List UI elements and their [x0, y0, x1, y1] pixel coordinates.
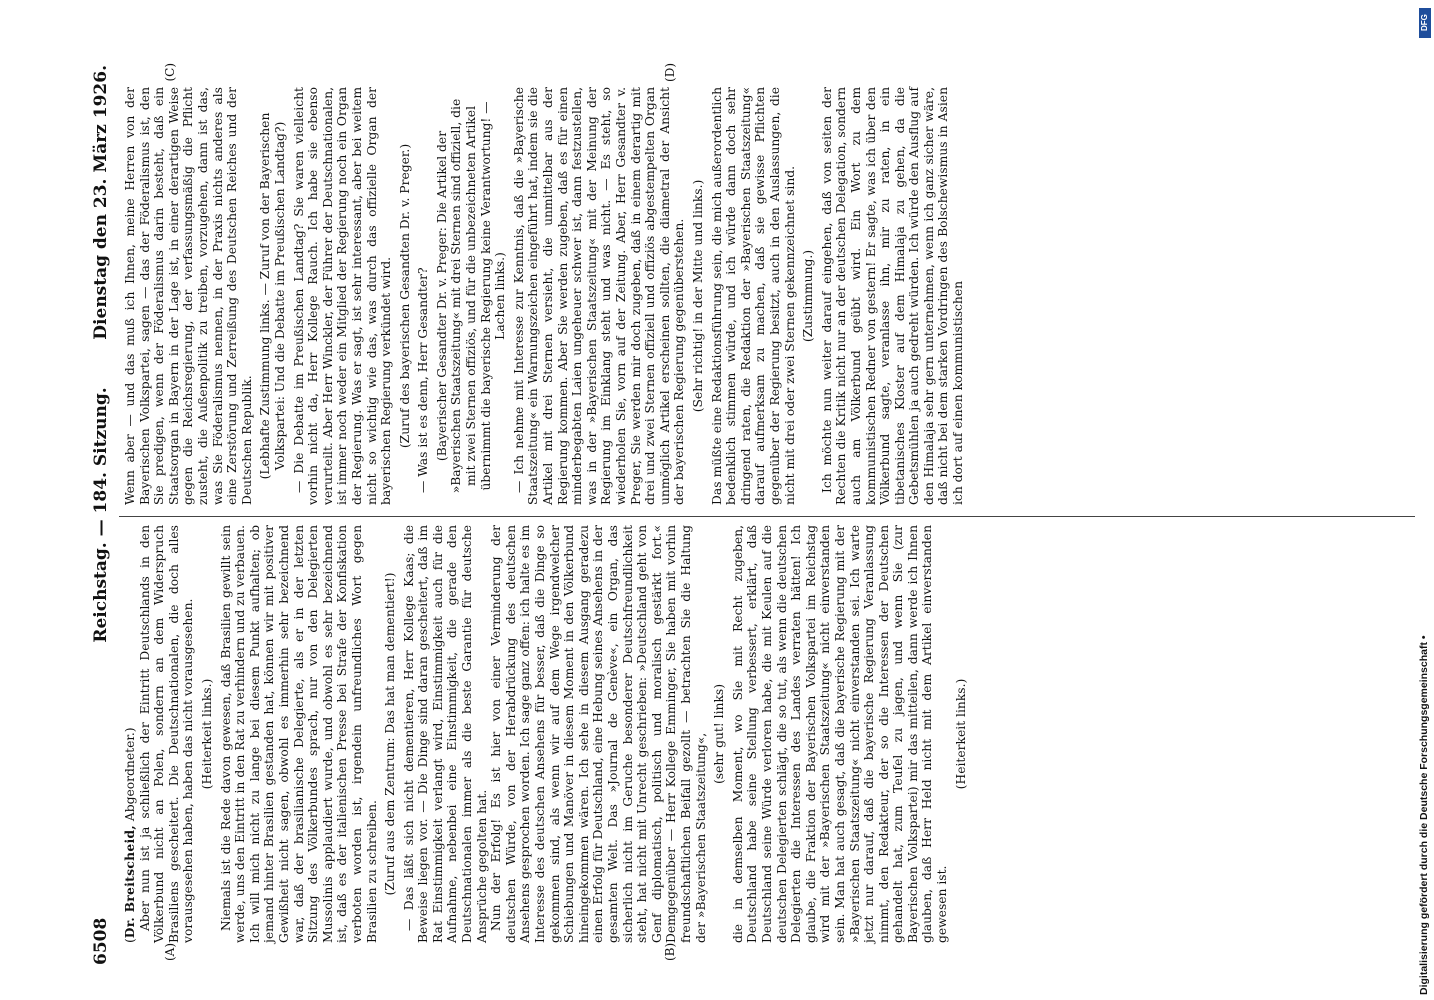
interjection: (sehr gut! links)	[712, 683, 727, 785]
margin-marker-d: (D)	[663, 63, 677, 82]
paragraph: Das müßte eine Redaktionsführung sein, die mich außerordentlich bedenklich stimmen würde, und ich würde dann doch sehr dringend raten, die Redaktion der »Bayerischen Staatszeitung« darauf aufmerksam zu machen, daß sie gewisse Pflichten gegenüber der Regierung besitzt, auch in den Auslassungen, die nicht mit drei oder zwei Sternen gekennzeichnet sind.	[709, 87, 797, 505]
paragraph: Nun der Erfolg! Es ist hier von einer Verminderung der deutschen Würde, von der Herabdrückung des deutschen Ansehens gesprochen worden. Ich sage ganz offen: ich halte es im Interesse des deutschen Ansehens für besser, daß die Dinge so gekommen sind, als wenn wir auf dem Wege irgendwelcher Schiebungen und Manöver in diesem Moment in den Völkerbund hineingekommen wären. Ich sehe in diesem Ausgang geradezu einen Erfolg für Deutschland, eine Hebung seines Ansehens in der gesamten Welt. Das »Journal de Genève«, ein Organ, das sicherlich nicht im Geruche besonderer Deutschfreundlichkeit steht, hat nicht mit Unrecht geschrieben: »Deutschland geht von Genf diplomatisch, politisch und moralisch gestärkt fort.« Demgegenüber — Herr Kollege Emminger, Sie haben mit vorhin freundschaftlichen Beifall gezollt — betrachten Sie die Haltung der »Bayerischen Staatszeitung«,	[489, 525, 708, 943]
speaker-line: (Dr. Breitscheid, Abgeordneter.)	[122, 727, 137, 943]
speaker-role: Abgeordneter.)	[123, 727, 137, 826]
left-column	[122, 525, 972, 961]
interjection: (Bayerischer Gesandter Dr. v. Preger: Die Artikel der »Bayerischen Staatszeitung« mit drei Sternen sind offiziell, die mit zwei Sternen offiziös, und für die unbezeichneten Artikel übernimmt die bayerische Regierung keine Verantwortung! — Lachen links.)	[434, 98, 508, 494]
paragraph: — Das läßt sich nicht dementieren, Herr Kollege Kaas; die Beweise liegen vor. — Die Dinge sind daran gescheitert, daß im Rat Einstimmigkeit verlangt wird, Einstimmigkeit auch für die Aufnahme, nebenbei eine Einstimmigkeit, die gerade den Deutschnationalen immer als die beste Garantie für deutsche Ansprüche gegolten hat.	[401, 525, 489, 943]
paragraph: — Die Debatte im Preußischen Landtag? Sie waren vielleicht vorhin nicht da, Herr Kollege Rauch. Ich habe sie ebenso verurteilt. Aber Herr Winckler, der Führer der Deutschnationalen, ist immer noch weder ein Mitglied der Regierung noch ein Organ der Regierung. Was er sagt, ist sehr interessant, aber bei weitem nicht so wichtig wie das, was durch das offizielle Organ der bayerischen Regierung verkündet wird.	[291, 87, 394, 505]
paragraph: Ich möchte nun weiter darauf eingehen, daß von seiten der Rechten die Kritik nicht nur an der deutschen Delegation, sondern auch am Völkerbund geübt wird. Ein Wort zu dem kommunistischen Redner von gestern! Er sagte, was ich über den Völkerbund sagte, veranlasse ihn, mir zu raten, in ein tibetanisches Kloster auf dem Himalaja zu gehen, da die Gebetsmühlen ja auch gedreht würden. Ich würde den Ausflug auf den Himalaja sehr gern unternehmen, wenn ich ganz sicher wäre, daß nicht bei dem starken Vordringen des Bolschewismus in Asien ich dort auf einen kommunistischen	[819, 87, 966, 505]
column-divider	[119, 516, 1415, 517]
session-date: Dienstag den 23. März 1926.	[91, 65, 111, 340]
paragraph: Wenn aber — und das muß ich Ihnen, meine Herren von der Bayerischen Volkspartei, sagen — das der Föderalismus ist, den Sie predigen, wenn der Föderalismus darin besteht, daß ein Staatsorgan in Bayern in der Lage ist, in einer derartigen Weise gegen die Reichsregierung, der verfassungsmäßig die Pflicht zusteht, die Außenpolitik zu treiben, vorzugehen, dann ist das, was Sie Föderalismus nennen, in der Praxis nichts anderes als eine Zerstörung und Zerreißung des Deutschen Reiches und der Deutschen Republik.	[123, 87, 254, 505]
page-header	[85, 65, 119, 965]
interjection: (Heiterkeit links.)	[953, 678, 968, 790]
speaker-name: Dr. Breitscheid,	[122, 825, 137, 939]
paragraph: Aber nun ist ja schließlich der Eintritt Deutschlands in den Völkerbund nicht an Polen, sondern an dem Widerspruch Brasiliens gescheitert. Die Deutschnationalen, die doch alles vorausgesehen haben, haben das nicht vorausgesehen.	[137, 525, 196, 943]
interjection: (Sehr richtig! in der Mitte und links.)	[690, 179, 705, 413]
interjection: (Zuruf des bayerischen Gesandten Dr. v. Preger.)	[397, 143, 412, 449]
rotated-page	[85, 65, 1415, 965]
paragraph: — Was ist es denn, Herr Gesandter?	[416, 267, 431, 493]
dfg-logo: DFG	[1419, 8, 1431, 38]
paragraph: die in demselben Moment, wo Sie mit Recht zugeben, Deutschland habe seine Stellung verbessert, erklärt, daß Deutschland seine Würde verloren habe, die mit Keulen auf die deutschen Delegierten schlägt, die so tut, als wenn die deutschen Delegierten die Interessen des Landes verraten hätten! Ich glaube, die Fraktion der Bayerischen Volkspartei im Reichstag wird mit der »Bayerischen Staatszeitung« nicht einverstanden sein. Man hat auch gesagt, daß die bayerische Regierung mit der »Bayerischen Staatszeitung« nicht einverstanden sei. Ich warte jetzt nur darauf, daß die bayerische Regierung Veranlassung nimmt, den Redakteur, der so die Interessen der Deutschen gehandelt hat, zum Teufel zu jagen, und wenn Sie (zur Bayerischen Volkspartei) mir das mitteilen, dann werde ich Ihnen glauben, daß Herr Held nicht mit dem Artikel einverstanden gewesen ist.	[730, 525, 950, 943]
session-title: Reichstag. — 184. Sitzung.	[91, 387, 111, 643]
interjection: (Zuruf aus dem Zentrum: Das hat man dementiert!)	[383, 572, 398, 896]
interjection: (Zustimmung.)	[801, 249, 816, 343]
margin-marker-a: (A)	[163, 942, 177, 961]
page-number: 6508	[91, 917, 111, 965]
paragraph: Niemals ist die Rede davon gewesen, daß Brasilien gewillt sein werde, uns den Eintritt in den Rat zu verhindern und zu verbauen. Ich will mich nicht zu lange bei diesem Punkt aufhalten; ob jemand hinter Brasilien gestanden hat, können wir mit positiver Gewißheit nicht sagen, obwohl es immerhin sehr bezeichnend war, daß der brasilianische Delegierte, als er in der letzten Sitzung des Völkerbundes sprach, nur von den Delegierten Mussolinis applaudiert wurde, und obwohl es sehr bezeichnend ist, daß es der italienischen Presse bei Strafe der Konfiskation verboten worden ist, irgendein unfreundliches Wort gegen Brasilien zu schreiben.	[218, 525, 379, 943]
paragraph: — Ich nehme mit Interesse zur Kenntnis, daß die »Bayerische Staatszeitung« ein Warnungszeichen eingeführt hat, indem sie die Artikel mit drei Sternen versieht, die unmittelbar aus der Regierung kommen. Aber Sie werden zugeben, daß es für einen minderbegabten Laien ungeheuer schwer ist, dann festzustellen, was in der »Bayerischen Staatszeitung« mit der Meinung der Regierung im Einklang steht und was nicht. — Es steht, so wiederholen Sie, vorn auf der Zeitung. Aber, Herr Gesandter v. Preger, Sie werden mir doch zugeben, daß in einem derartig mit drei und zwei Sternen offiziell und offiziös abgestempelten Organ unmöglich Artikel erscheinen sollten, die diametral der Ansicht der bayerischen Regierung gegenüberstehen.	[511, 87, 687, 505]
margin-marker-b: (B)	[663, 942, 677, 961]
margin-marker-c: (C)	[163, 63, 177, 82]
digitization-note: Digitalisierung gefördert durch die Deutsche Forschungsgemeinschaft •	[1418, 635, 1430, 995]
right-column	[123, 63, 966, 505]
interjection: (Heiterkeit links.)	[199, 678, 214, 790]
interjection: (Lebhafte Zustimmung links. — Zuruf von der Bayerischen Volkspartei: Und die Debatte im Preußischen Landtag?)	[258, 112, 287, 480]
